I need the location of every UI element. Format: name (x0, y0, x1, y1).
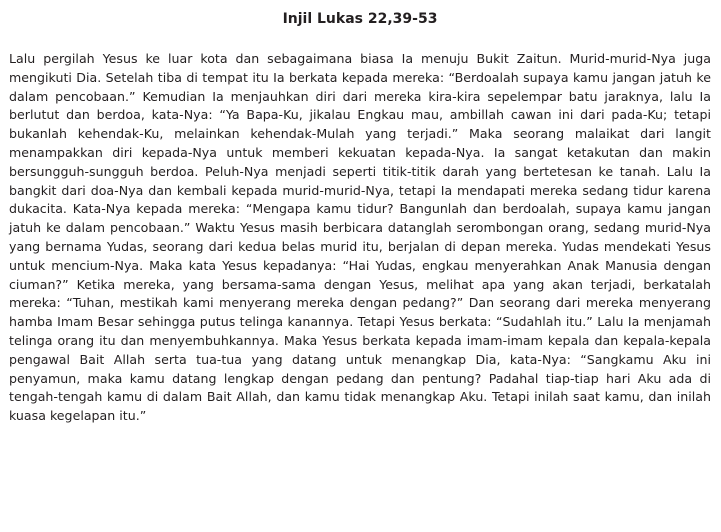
document-title: Injil Lukas 22,39-53 (282, 11, 438, 27)
document-page (9, 0, 711, 426)
scripture-paragraph: Lalu pergilah Yesus ke luar kota dan sebagaimana biasa Ia menuju Bukit Zaitun. Murid-murid-Nya juga mengikuti Dia. Setelah tiba di tempat itu Ia berkata kepada mereka: “Berdoalah supaya kamu jangan jatuh ke dalam pencobaan.” Kemudian Ia menjauhkan diri dari mereka kira-kira sepelempar batu jaraknya, lalu Ia berlutut dan berdoa, kata-Nya: “Ya Bapa-Ku, jikalau Engkau mau, ambillah cawan ini dari pada-Ku; tetapi bukanlah kehendak-Ku, melainkan kehendak-Mulah yang terjadi.” Maka seorang malaikat dari langit menampakkan diri kepada-Nya untuk memberi kekuatan kepada-Nya. Ia sangat ketakutan dan makin bersungguh-sungguh berdoa. Peluh-Nya menjadi seperti titik-titik darah yang bertetesan ke tanah. Lalu Ia bangkit dari doa-Nya dan kembali kepada murid-murid-Nya, tetapi Ia mendapati mereka sedang tidur karena dukacita. Kata-Nya kepada mereka: “Mengapa kamu tidur? Bangunlah dan berdoalah, supaya kamu jangan jatuh ke dalam pencobaan.” Waktu Yesus masih berbicara datanglah serombongan orang, sedang murid-Nya yang bernama Yudas, seorang dari kedua belas murid itu, berjalan di depan mereka. Yudas mendekati Yesus untuk mencium-Nya. Maka kata Yesus kepadanya: “Hai Yudas, engkau menyerahkan Anak Manusia dengan ciuman?” Ketika mereka, yang bersama-sama dengan Yesus, melihat apa yang akan terjadi, berkatalah mereka: “Tuhan, mestikah kami menyerang mereka dengan pedang?” Dan seorang dari mereka menyerang hamba Imam Besar sehingga putus telinga kanannya. Tetapi Yesus berkata: “Sudahlah itu.” Lalu Ia menjamah telinga orang itu dan menyembuhkannya. Maka Yesus berkata kepada imam-imam kepala dan kepala-kepala pengawal Bait Allah serta tua-tua yang datang untuk menangkap Dia, kata-Nya: “Sangkamu Aku ini penyamun, maka kamu datang lengkap dengan pedang dan pentung? Padahal tiap-tiap hari Aku ada di tengah-tengah kamu di dalam Bait Allah, dan kamu tidak menangkap Aku. Tetapi inilah saat kamu, dan inilah kuasa kegelapan itu.” (9, 51, 711, 424)
